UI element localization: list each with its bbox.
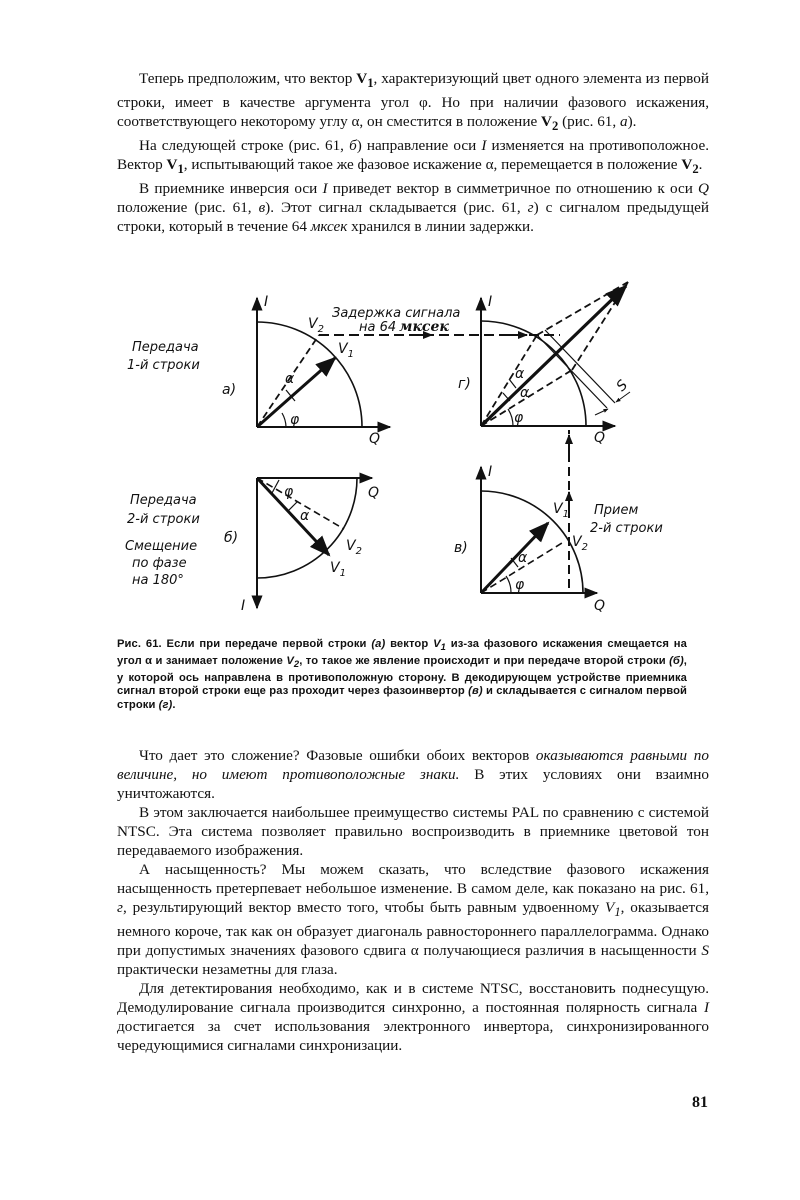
text-run: В этом заключается наибольшее преимущество системы PAL по сравнению с системой NTSC. Эта система позволяет правильно воспроизводить в приемнике цветовой тон передаваемого изображения.	[117, 804, 709, 859]
panel-tag-a: а)	[222, 382, 237, 398]
unit: мксек	[310, 218, 348, 236]
caption-line: Передача	[130, 493, 197, 508]
text-run: практически незаметны для глаза.	[117, 961, 338, 979]
panel-g	[458, 282, 631, 446]
delay-label-line2: на 64 мксек	[359, 319, 449, 335]
figure-ref: (в)	[468, 685, 483, 698]
phi-label: φ	[290, 412, 300, 428]
note-line: Смещение	[125, 539, 198, 554]
subscript: 2	[551, 119, 559, 134]
v2-label: $V_2$	[346, 538, 362, 557]
paragraph-5	[117, 803, 709, 860]
subscript: 1	[440, 642, 446, 653]
text-run: , результирующий вектор вместо того, чтобы быть равным удвоенному	[122, 899, 606, 916]
text-run: изменяется на противоположное. Вектор	[117, 137, 709, 174]
alpha-label: α	[300, 508, 310, 524]
figure-ref: (а)	[371, 638, 386, 650]
body-text-bottom	[117, 746, 709, 1055]
symbol: V	[286, 654, 294, 667]
figure-ref: г	[117, 899, 123, 916]
axis-symbol: Q	[698, 180, 709, 198]
axis-i-label: I	[488, 464, 493, 480]
page-number: 81	[692, 1094, 708, 1111]
subscript: 2	[692, 162, 699, 177]
subscript: 2	[293, 659, 300, 670]
symbol: V	[433, 638, 441, 650]
paragraph-2	[117, 136, 709, 179]
axis-i-label: I	[241, 598, 246, 614]
paragraph-7	[117, 979, 709, 1055]
phi-label: φ	[515, 577, 525, 593]
text-run: и складывается с сигналом первой строки	[117, 685, 687, 711]
text-run: , оказывается немного короче, так как он образует диагональ равностороннего параллелограмма. Однако при допустимых значениях фазового сдвига α получающиеся различия в насыщенности	[117, 899, 709, 960]
text-run: ). Этот сигнал складывается (рис. 61,	[265, 199, 528, 217]
v2-label: $V_2$	[308, 316, 324, 335]
axis-q-label: Q	[369, 431, 381, 447]
symbol: S	[701, 942, 709, 960]
text-run: .	[172, 698, 176, 711]
text-run: ).	[627, 113, 637, 131]
alpha-label: α	[285, 371, 295, 387]
v1-label: $V_1$	[553, 501, 569, 520]
symbol: V	[540, 113, 552, 131]
vector-v1	[356, 70, 374, 91]
symbol: V	[605, 899, 615, 916]
text-run: хранился в линии задержки.	[347, 218, 534, 236]
figure-caption	[117, 638, 687, 712]
body-text-top	[117, 69, 709, 236]
text-run: из-за фазового искажения смещается на угол α и занимает положение	[117, 638, 687, 667]
vector-v2	[681, 156, 699, 177]
vector-v2	[540, 113, 559, 134]
figure-ref: г	[527, 199, 534, 217]
axis-i-label: I	[488, 294, 493, 310]
vector-v1	[433, 638, 446, 653]
vector-v2	[286, 654, 300, 670]
axis-symbol: I	[703, 999, 709, 1017]
caption-line: 2-й строки	[590, 521, 663, 536]
figure-ref: (г)	[158, 698, 173, 711]
figure-ref: в	[258, 199, 266, 217]
vector-v1	[166, 156, 184, 177]
text-run: В приемнике инверсия оси	[139, 180, 323, 198]
alpha-label: α	[518, 550, 528, 566]
axis-i-label: I	[264, 294, 269, 310]
text-run: Теперь предположим, что вектор	[139, 70, 357, 87]
phi-label: φ	[514, 410, 524, 426]
text-run: Для детектирования необходимо, как и в системе NTSC, восстановить поднесущую. Демодулирование сигнала производится синхронно, а постоянная полярность сигнала	[117, 980, 709, 1017]
panel-tag-b: б)	[224, 530, 239, 546]
axis-symbol: I	[481, 137, 487, 155]
axis-symbol: I	[322, 180, 328, 198]
delay-label	[332, 306, 460, 335]
paragraph-1	[117, 69, 709, 136]
figure-ref: (б)	[669, 654, 684, 667]
figure-ref: а	[619, 113, 628, 131]
vector-diagram-svg	[110, 270, 670, 630]
paragraph-3	[117, 179, 709, 236]
axis-q-label: Q	[594, 598, 606, 614]
symbol: V	[356, 70, 368, 87]
caption-line: 2-й строки	[127, 512, 200, 527]
caption-line: 1-й строки	[127, 358, 200, 373]
emphasis: оказываются равными по величине, но имеют противоположные знаки.	[117, 747, 709, 783]
text-run: , испытывающий такое же фазовое искажение α, перемещается в положение	[183, 156, 682, 174]
panel-tag-g: г)	[458, 376, 471, 392]
figure-ref: б	[349, 137, 357, 155]
text-run: , то такое же явление происходит и при передаче второй строки	[299, 654, 670, 667]
text-run: На следующей строке (рис. 61,	[139, 137, 350, 155]
subscript: 1	[614, 905, 621, 920]
text-run: приведет вектор в симметричное по отношению к оси	[327, 180, 699, 198]
v2-label: $V_2$	[572, 534, 588, 553]
subscript: 1	[177, 162, 184, 177]
saturation-s-label: S	[613, 377, 632, 395]
caption-line: Прием	[594, 503, 639, 518]
text-run: положение (рис. 61,	[117, 199, 259, 217]
text-run: вектор	[385, 638, 434, 650]
axis-q-label: Q	[594, 430, 606, 446]
text-run: Что дает это сложение? Фазовые ошибки обоих векторов	[139, 747, 536, 764]
phi-label: φ	[284, 484, 294, 500]
figure-61-vector-diagram	[110, 270, 670, 630]
text-run: ) направление оси	[356, 137, 482, 155]
text-run: ) с сигналом предыдущей строки, который в течение 64	[117, 199, 709, 236]
text-run: А насыщенность? Мы можем сказать, что вследствие фазового искажения насыщенность претерпевает небольшое изменение. В самом деле, как показано на рис. 61,	[117, 861, 709, 897]
panel-b	[125, 478, 379, 614]
panel-v	[454, 464, 663, 614]
paragraph-6	[117, 860, 709, 979]
text-run: , характеризующий цвет одного элемента из первой строки, имеет в качестве аргумента угол φ. Но при наличии фазового искажения, соответствующего некоторому углу α, он сместится в положение	[117, 70, 709, 131]
symbol: V	[681, 156, 693, 174]
text-run: В этих условиях они взаимно уничтожаются.	[117, 766, 709, 802]
caption-line: Передача	[132, 340, 199, 355]
paragraph-4	[117, 746, 709, 803]
text-run: (рис. 61,	[558, 113, 620, 131]
text-run: .	[698, 156, 703, 174]
panel-tag-v: в)	[454, 540, 468, 556]
text-run: Рис. 61. Если при передаче первой строки	[117, 638, 372, 650]
axis-q-label: Q	[368, 485, 380, 501]
subscript: 1	[367, 76, 374, 91]
delay-label-line1: Задержка сигнала	[332, 306, 461, 321]
text-run: достигается за счет использования электронного инвертора, синхронизированного чередующимися сигналами синхронизации.	[117, 1018, 709, 1055]
text-run: , у которой ось направлена в противоположную сторону. В декодирующем устройстве приемника сигнал второй строки еще раз проходит через фазоинвертор	[117, 654, 687, 698]
vector-v1	[605, 899, 621, 920]
note-line: на 180°	[132, 573, 184, 588]
alpha-label-1: α	[515, 366, 525, 382]
v1-label: $V_1$	[338, 341, 354, 360]
symbol: V	[166, 156, 178, 174]
alpha-label-2: α	[520, 385, 530, 401]
note-line: по фазе	[132, 556, 187, 571]
v1-label: $V_1$	[330, 560, 346, 579]
